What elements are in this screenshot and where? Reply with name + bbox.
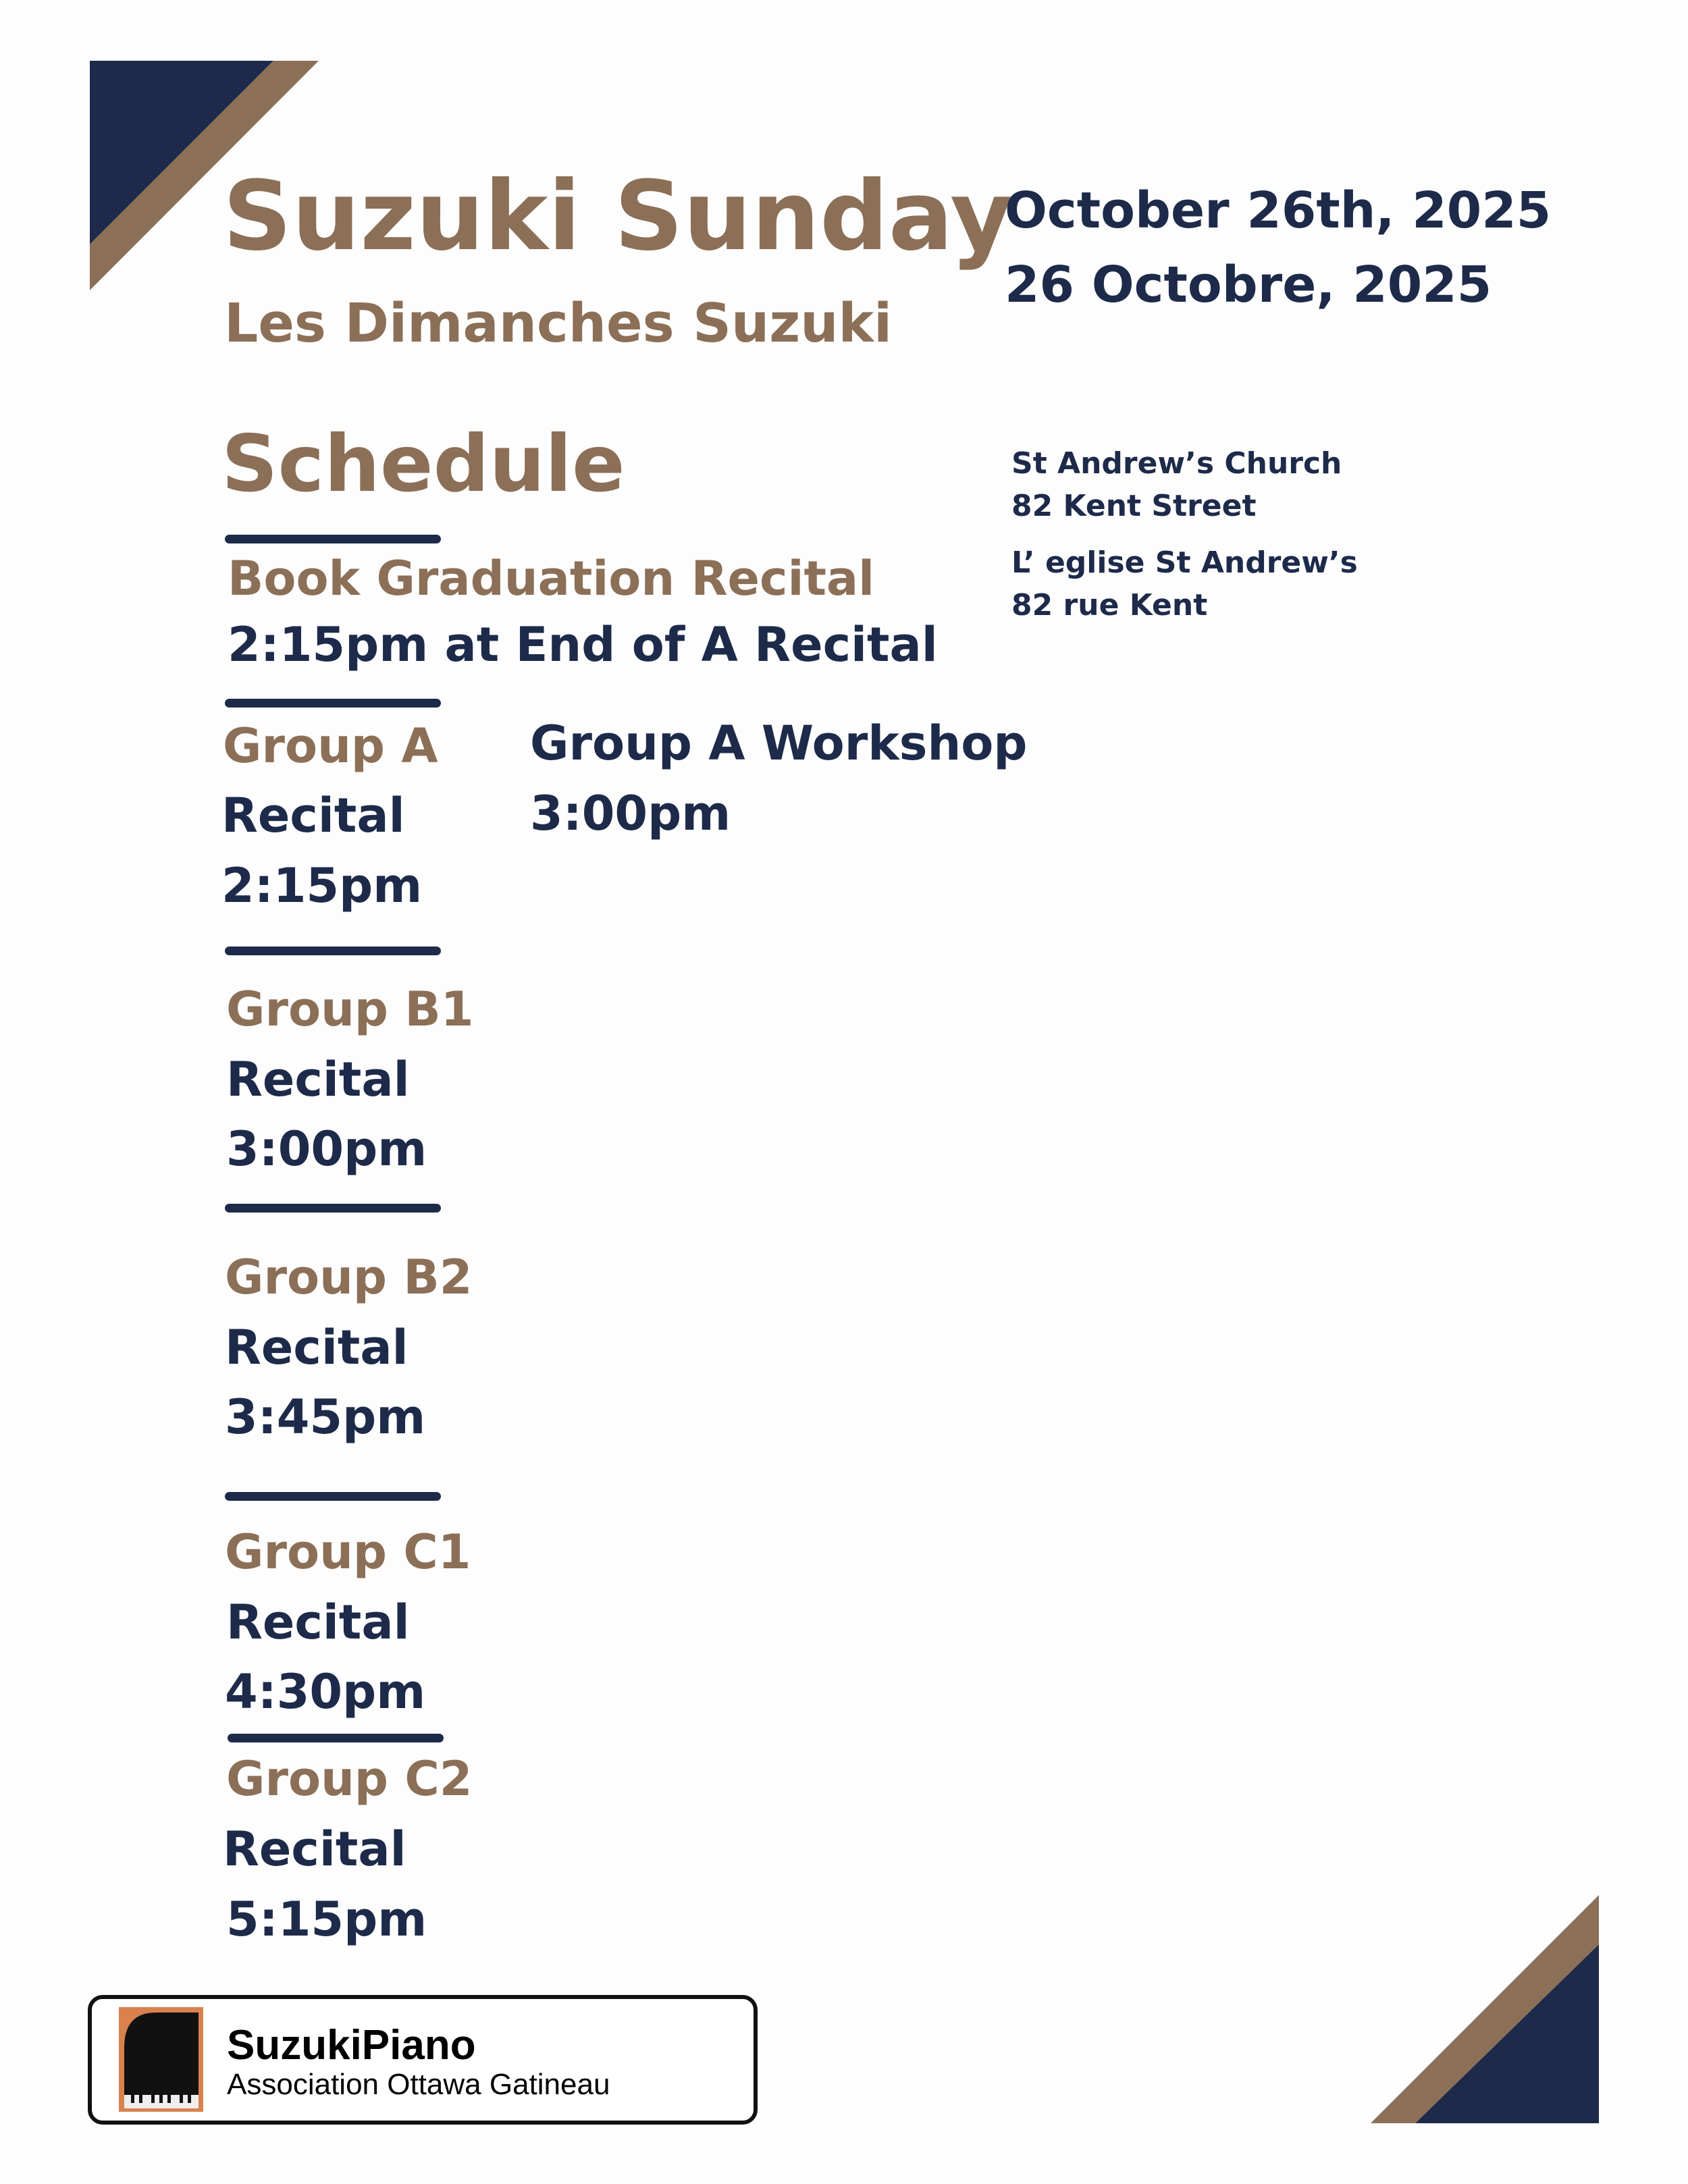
page-title: Suzuki Sunday xyxy=(223,161,1013,272)
group-a-time: 2:15pm xyxy=(221,858,423,913)
bottom-right-corner-decoration xyxy=(1350,1877,1620,2133)
venue-address-french: 82 rue Kent xyxy=(1011,588,1208,622)
group-b2-event: Recital xyxy=(225,1320,408,1375)
group-a-event: Recital xyxy=(221,788,405,843)
group-c1-event: Recital xyxy=(226,1595,410,1650)
association-logo xyxy=(88,1995,758,2125)
venue-name-english: St Andrew’s Church xyxy=(1011,446,1342,481)
group-c2-name: Group C2 xyxy=(226,1751,473,1807)
divider xyxy=(225,535,441,543)
schedule-heading: Schedule xyxy=(221,419,625,510)
divider xyxy=(225,947,441,955)
group-c1-name: Group C1 xyxy=(225,1524,471,1580)
group-c1-time: 4:30pm xyxy=(225,1664,426,1720)
workshop-title: Group A Workshop xyxy=(530,716,1028,771)
divider xyxy=(225,699,441,708)
divider xyxy=(225,1492,441,1501)
event-date-french: 26 Octobre, 2025 xyxy=(1005,256,1492,314)
group-a-name: Group A xyxy=(223,718,438,774)
workshop-time: 3:00pm xyxy=(530,786,731,841)
venue-address-english: 82 Kent Street xyxy=(1011,489,1257,523)
venue-name-french: L’ eglise St Andrew’s xyxy=(1011,545,1358,580)
divider xyxy=(228,1734,444,1742)
grand-piano-icon xyxy=(119,2007,203,2112)
logo-association: Association Ottawa Gatineau xyxy=(227,2068,610,2101)
group-b1-event: Recital xyxy=(226,1052,410,1107)
group-b1-name: Group B1 xyxy=(226,982,474,1037)
group-c2-time: 5:15pm xyxy=(226,1892,427,1947)
group-b2-time: 3:45pm xyxy=(225,1389,426,1445)
group-c2-event: Recital xyxy=(223,1821,406,1877)
divider xyxy=(225,1204,441,1213)
group-b1-time: 3:00pm xyxy=(226,1121,427,1177)
page-subtitle: Les Dimanches Suzuki xyxy=(224,292,893,354)
group-b2-name: Group B2 xyxy=(225,1250,473,1305)
event-date-english: October 26th, 2025 xyxy=(1005,182,1552,240)
graduation-recital-time: 2:15pm at End of A Recital xyxy=(228,617,938,672)
graduation-recital-title: Book Graduation Recital xyxy=(228,551,875,606)
logo-name: SuzukiPiano xyxy=(227,2022,476,2069)
